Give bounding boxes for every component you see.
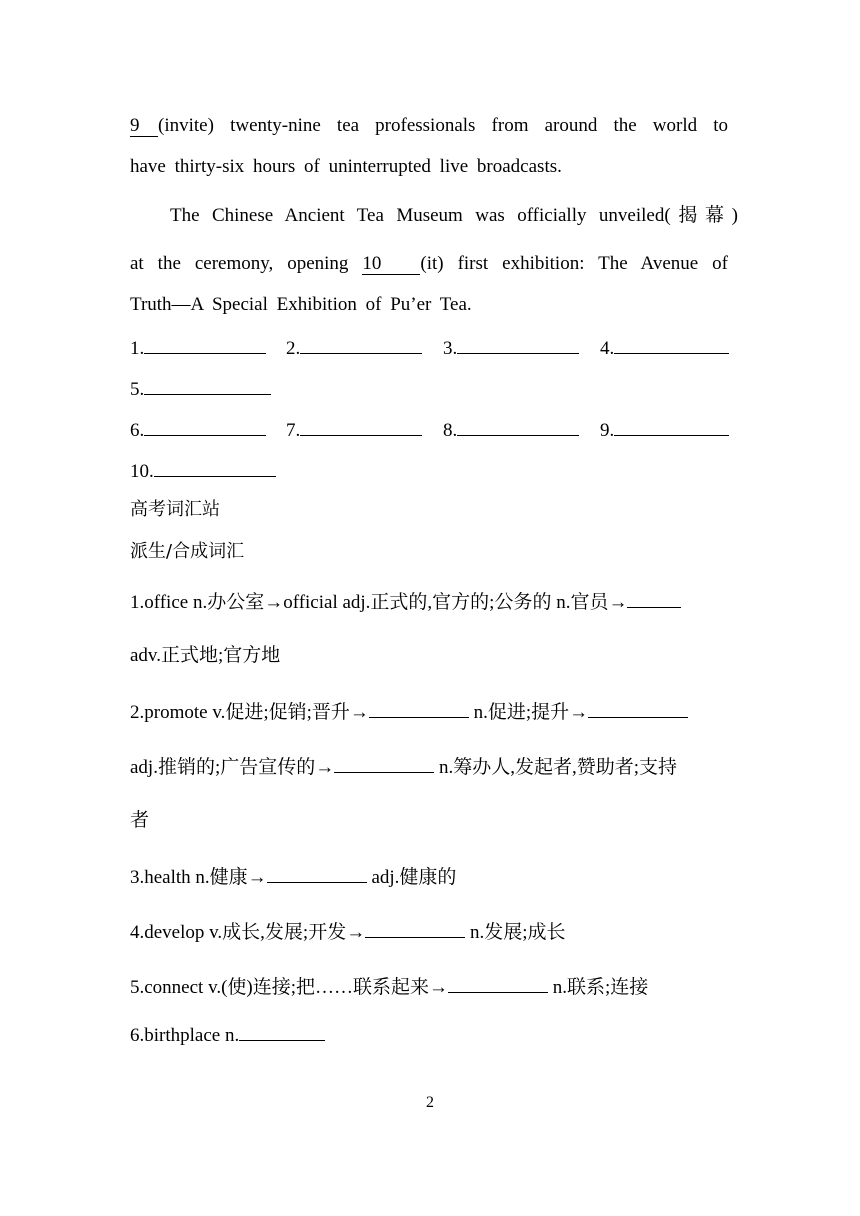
answer-9-blank (614, 417, 729, 436)
vocab-item-2-blank-2 (588, 699, 688, 718)
answer-7-label: 7. (286, 420, 301, 441)
vocab-item-5-text-2: n.联系;连接 (552, 977, 649, 998)
vocab-item-5 (130, 974, 648, 1000)
vocab-item-1-text: 1.office n.办公室→official adj.正式的,官方的;公务的 n.官员→ (130, 592, 628, 613)
answer-4-label: 4. (600, 338, 615, 359)
vocab-item-4-text: 4.develop v.成长,发展;开发→ (130, 922, 366, 943)
section-subtitle: 派生/合成词汇 (130, 541, 245, 562)
answer-5-blank (144, 376, 271, 395)
vocab-item-1 (130, 589, 681, 615)
answer-1-label: 1. (130, 338, 145, 359)
answer-1 (130, 335, 266, 361)
vocab-item-1-cont: adv.正式地;官方地 (130, 645, 281, 666)
vocab-item-2 (130, 699, 688, 725)
vocab-item-2-cont (130, 754, 677, 780)
answer-3-blank (457, 335, 579, 354)
vocab-item-4 (130, 919, 565, 945)
passage-line-5: Truth—A Special Exhibition of Pu’er Tea. (130, 294, 472, 315)
passage-line-1-text: twenty-nine tea professionals from around the world to (230, 115, 729, 136)
blank-10: 10 (362, 254, 420, 275)
vocab-item-4-blank (365, 919, 465, 938)
vocab-item-2-blank-3 (334, 754, 434, 773)
vocab-item-2-text-2: n.促进;提升→ (473, 702, 589, 723)
vocab-item-3-text: 3.health n.健康→ (130, 867, 267, 888)
answer-7-blank (300, 417, 422, 436)
vocab-item-6-blank (239, 1022, 325, 1041)
section-title: 高考词汇站 (130, 499, 220, 520)
vocab-item-5-text: 5.connect v.(使)连接;把……联系起来→ (130, 977, 449, 998)
passage-line-4-post: (it) first exhibition: The Avenue of (420, 253, 729, 274)
page-number: 2 (426, 1094, 434, 1111)
answer-10-label: 10. (130, 461, 154, 482)
vocab-item-2-text-4: n.筹办人,发起者,赞助者;支持 (439, 757, 678, 778)
vocab-item-2-end: 者 (130, 810, 150, 831)
answer-4 (600, 335, 729, 361)
answer-row-3 (130, 417, 730, 443)
vocab-item-2-blank-1 (369, 699, 469, 718)
vocab-item-2-text-3: adj.推销的;广告宣传的→ (130, 757, 335, 778)
vocab-item-5-blank (448, 974, 548, 993)
passage-line-4-pre: at the ceremony, opening (130, 253, 349, 274)
vocab-item-6 (130, 1022, 325, 1048)
vocab-item-4-text-2: n.发展;成长 (469, 922, 566, 943)
passage-line-4 (130, 252, 728, 276)
answer-8-label: 8. (443, 420, 458, 441)
answer-1-blank (144, 335, 266, 354)
answer-9 (600, 417, 729, 443)
vocab-item-6-text: 6.birthplace n. (130, 1025, 240, 1046)
vocab-item-2-text: 2.promote v.促进;促销;晋升→ (130, 702, 369, 723)
passage-line-2: have thirty-six hours of uninterrupted live broadcasts. (130, 156, 562, 177)
answer-4-blank (614, 335, 729, 354)
answer-3 (443, 335, 579, 361)
answer-6-blank (144, 417, 266, 436)
blank-9: 9 (130, 116, 158, 137)
vocab-item-3-blank (267, 864, 367, 883)
passage-line-3 (170, 204, 738, 228)
blank-9-hint: (invite) (158, 115, 214, 136)
answer-2-blank (300, 335, 422, 354)
answer-8-blank (457, 417, 579, 436)
passage-line-1 (130, 114, 728, 138)
answer-row-2 (130, 376, 271, 402)
vocab-item-3 (130, 864, 456, 890)
answer-2-label: 2. (286, 338, 301, 359)
answer-6-label: 6. (130, 420, 145, 441)
answer-3-label: 3. (443, 338, 458, 359)
vocab-item-1-blank (627, 589, 681, 608)
answer-10-blank (154, 458, 276, 477)
passage-line-3-text: The Chinese Ancient Tea Museum was officially unveiled(揭幕) (170, 205, 738, 226)
answer-7 (286, 417, 422, 443)
answer-2 (286, 335, 422, 361)
answer-row-4 (130, 458, 276, 484)
answer-6 (130, 417, 266, 443)
answer-row-1 (130, 335, 730, 361)
answer-9-label: 9. (600, 420, 615, 441)
answer-8 (443, 417, 579, 443)
vocab-item-3-text-2: adj.健康的 (371, 867, 457, 888)
answer-5-label: 5. (130, 379, 145, 400)
